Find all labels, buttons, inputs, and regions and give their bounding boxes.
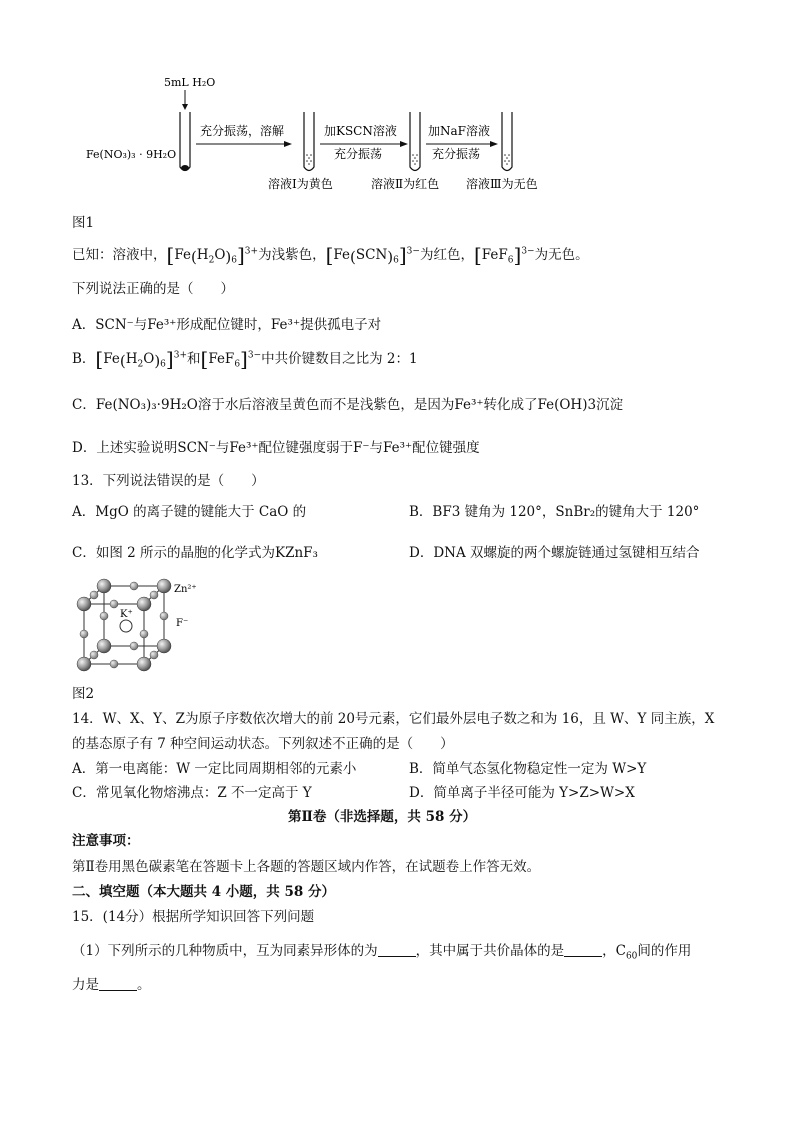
section-title: 二、填空题（本大题共 4 小题，共 58 分）	[72, 884, 335, 900]
part-2-title: 第Ⅱ卷（非选择题，共 58 分）	[288, 809, 477, 825]
answer-blank-2	[564, 944, 602, 957]
q15-1-text-e: 力是	[72, 977, 99, 993]
q15-1-text-a: （1）下列所示的几种物质中，互为同素异形体的为	[72, 943, 378, 959]
known-red: 为红色，	[419, 247, 474, 263]
q14-stem-line-2: 的基态原子有 7 种空间运动状态。下列叙述不正确的是（ ）	[72, 736, 454, 752]
complex-fef6: $[FeF_6]^{3-}$	[473, 243, 535, 267]
arrow-step-3-head	[490, 141, 498, 147]
q15-part-1-line-1	[72, 939, 692, 962]
q12-option-a: A．SCN⁻与Fe³⁺形成配位键时，Fe³⁺提供孤电子对	[72, 317, 382, 333]
q15-1-text-f: 。	[137, 977, 151, 993]
q15-1-c60-subscript: 60	[625, 951, 638, 962]
step-1-label: 充分振荡，溶解	[200, 124, 285, 138]
notice-title: 注意事项：	[72, 833, 140, 849]
step-3-top-label: 加NaF溶液	[428, 124, 490, 138]
step-2-bottom-label: 充分振荡	[334, 147, 383, 161]
f-label: F⁻	[176, 618, 189, 629]
solid-sample	[181, 165, 189, 171]
k-label: K⁺	[120, 609, 133, 620]
result-1-label: 溶液Ⅰ为黄色	[268, 177, 333, 191]
q13-option-d: D．DNA 双螺旋的两个螺旋链通过氢键相互结合	[409, 545, 700, 561]
result-3-label: 溶液Ⅲ为无色	[466, 177, 538, 191]
arrow-step-2-head	[400, 141, 408, 147]
option-c-formula: C．Fe(NO₃)₃·9H₂O	[72, 397, 198, 413]
figure-1-experiment-diagram	[78, 72, 548, 197]
q13-stem: 13．下列说法错误的是（ ）	[72, 473, 265, 489]
known-colorless: 为无色。	[534, 247, 589, 263]
q15-1-text-c: ，C	[602, 943, 626, 959]
water-label: 5mL H₂O	[164, 76, 216, 89]
option-b-complex-2: $[FeF_6]^{3-}$	[200, 347, 262, 371]
q14-option-b: B．简单气态氢化物稳定性一定为 W>Y	[409, 761, 647, 777]
step-2-top-label: 加KSCN溶液	[324, 124, 397, 138]
figure-1-caption: 图1	[72, 215, 95, 231]
answer-blank-3	[99, 978, 137, 991]
complex-fe-h2o6: $[Fe(H_2O)_6]^{3+}$	[166, 243, 259, 267]
q13-option-c: C．如图 2 所示的晶胞的化学式为KZnF₃	[72, 545, 318, 561]
test-tube-solution-2	[410, 112, 420, 171]
q15-1-text-b: ，其中属于共价晶体的是	[415, 943, 565, 959]
q15-1-text-d: 间的作用	[637, 943, 692, 959]
option-b-prefix: B．	[72, 351, 96, 367]
q12-option-d: D．上述实验说明SCN⁻与Fe³⁺配位键强度弱于F⁻与Fe³⁺配位键强度	[72, 440, 480, 456]
q13-option-b: B．BF3 键角为 120°，SnBr₂的键角大于 120°	[409, 504, 700, 520]
q15-part-1-line-2	[72, 973, 151, 993]
q15-stem: 15．(14分）根据所学知识回答下列问题	[72, 909, 315, 925]
test-tube-initial	[180, 112, 190, 171]
result-2-label: 溶液Ⅱ为红色	[371, 177, 440, 191]
option-b-complex-1: $[Fe(H_2O)_6]^{3+}$	[95, 347, 187, 371]
test-tube-solution-3	[502, 112, 512, 171]
solution-2-dots	[412, 154, 418, 165]
answer-blank-1	[378, 944, 416, 957]
figure-2-crystal-cell	[72, 576, 202, 676]
q12-known-line	[72, 243, 589, 265]
q14-option-a: A．第一电离能：W 一定比同周期相邻的元素小	[72, 761, 357, 777]
q14-option-d: D．简单离子半径可能为 Y>Z>W>X	[409, 785, 635, 801]
option-b-suffix: 中共价键数目之比为 2：1	[261, 351, 418, 367]
q13-option-a: A．MgO 的离子键的键能大于 CaO 的	[72, 504, 307, 520]
known-prefix: 已知：溶液中，	[72, 247, 167, 263]
step-3-bottom-label: 充分振荡	[432, 147, 481, 161]
q12-option-c	[72, 393, 623, 413]
water-arrow-head	[182, 104, 188, 110]
q14-option-c: C．常见氧化物熔沸点：Z 不一定高于 Y	[72, 785, 312, 801]
q12-option-b	[72, 347, 418, 369]
reagent-label: Fe(NO₃)₃ · 9H₂O	[86, 148, 177, 161]
solution-3-dots	[504, 154, 510, 165]
notice-text: 第Ⅱ卷用黑色碳素笔在答题卡上各题的答题区域内作答，在试题卷上作答无效。	[72, 859, 541, 875]
q14-stem-line-1: 14．W、X、Y、Z为原子序数依次增大的前 20号元素，它们最外层电子数之和为 16，且 W、Y 同主族，X	[72, 711, 715, 727]
k-ion	[120, 620, 132, 632]
complex-fe-scn6: $[Fe(SCN)_6]^{3-}$	[325, 243, 420, 267]
q12-stem: 下列说法正确的是（ ）	[72, 281, 234, 297]
option-b-and: 和	[187, 351, 201, 367]
solution-1-dots	[306, 154, 312, 165]
zn-label: Zn²⁺	[174, 584, 197, 595]
option-c-text: 溶于水后溶液呈黄色而不是浅紫色，是因为Fe³⁺转化成了Fe(OH)3沉淀	[197, 397, 624, 413]
known-pale-purple: 为浅紫色，	[258, 247, 326, 263]
figure-2-caption: 图2	[72, 686, 95, 702]
arrow-step-1-head	[284, 141, 292, 147]
test-tube-solution-1	[304, 112, 314, 171]
